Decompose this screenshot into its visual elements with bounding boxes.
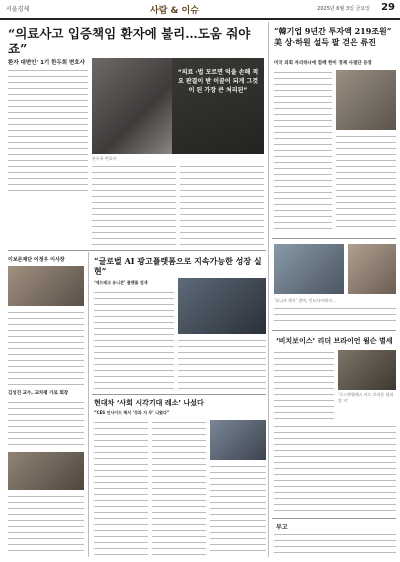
hyundai-photo bbox=[210, 420, 266, 460]
hyundai-body-col2 bbox=[152, 420, 206, 556]
small-body bbox=[8, 310, 84, 386]
inner-divider bbox=[88, 252, 89, 557]
event-photo-right bbox=[348, 244, 396, 294]
hyundai-body-col1 bbox=[94, 420, 148, 556]
main-body-col2 bbox=[92, 164, 176, 248]
small-caption: 김성진 교수, 교차평 가로 회장 bbox=[8, 391, 69, 396]
obituary-body-col1 bbox=[274, 350, 334, 420]
photo-caption: 한두희 변호사 bbox=[92, 156, 117, 161]
obituary-headline: ‘비치보이스’ 리더 브라이언 윌슨 별세 bbox=[276, 337, 393, 345]
bottom-rule bbox=[92, 394, 266, 395]
ai-body-col1 bbox=[94, 290, 174, 390]
obituary-body-col2 bbox=[274, 424, 396, 514]
main-subhead: 환자 대변인' 1기 한두희 변호사 bbox=[8, 60, 85, 66]
issue-date: 2025년 6월 3일 금요일 bbox=[317, 6, 370, 12]
small-headline: 이보른재단 이정우 이사장 bbox=[8, 257, 65, 263]
notice-heading: 부고 bbox=[276, 524, 288, 531]
main-body-col1 bbox=[8, 68, 88, 196]
ai-caption: ‘에드테크 유니콘’ 플랫폼 검색 bbox=[94, 280, 148, 285]
hyundai-subhead: “CES 인사이드 해서 ‘성과 지 무’ 나왔다” bbox=[94, 410, 170, 415]
small-body-2 bbox=[8, 400, 84, 448]
right-subhead: 미국 의회 자리하나에 함께 한미 경제 사절단 등장 bbox=[274, 61, 372, 66]
small-body-3 bbox=[8, 494, 84, 556]
event-caption: ‘포니즈 행사’ 참여, 인도사이에서… bbox=[274, 298, 336, 303]
small-photo bbox=[8, 266, 84, 306]
right-body-col2 bbox=[336, 134, 396, 230]
event-photo-left bbox=[274, 244, 344, 294]
section-title: 사람 & 이슈 bbox=[150, 6, 199, 16]
right-rule-2 bbox=[272, 330, 396, 331]
right-body-col1 bbox=[274, 70, 332, 230]
pull-quote: “의료 ·법 모르면 억울 손해 적요 판결이 받 이끌어 되게 그것이 된 가장 큰 처리된” bbox=[177, 69, 259, 94]
portrait-photo bbox=[92, 58, 172, 154]
section-label: 서울경제 bbox=[6, 6, 30, 13]
hyundai-headline: 현대차 ‘사회 시각기대 레소’ 나섰다 bbox=[94, 399, 204, 407]
column-divider bbox=[268, 22, 269, 557]
event-body bbox=[274, 306, 396, 324]
horizontal-rule bbox=[8, 250, 266, 251]
ai-body-col2 bbox=[178, 338, 266, 390]
ai-headline: “글로벌 AI 광고플랫폼으로 지속가능한 성장 실현” bbox=[94, 256, 262, 276]
main-headline: “의료사고 입증책임 환자에 불리…도움 줘야죠” bbox=[8, 26, 251, 56]
right-rule bbox=[272, 238, 396, 239]
notice-body bbox=[274, 532, 396, 558]
main-body-col3 bbox=[180, 164, 264, 248]
ai-photo bbox=[178, 278, 266, 334]
brian-wilson-photo bbox=[338, 350, 396, 390]
right-headline: “韓기업 9년간 투자액 219조원” 美 상·하원 설득 팔 걷은 류진 bbox=[274, 26, 392, 47]
obituary-caption: ‘로스엔젤레스 어드 브라운 윌리엄 저’ bbox=[338, 392, 394, 403]
ryu-jin-photo bbox=[336, 70, 396, 130]
notice-rule bbox=[272, 518, 396, 519]
small-photo-2 bbox=[8, 452, 84, 490]
page-header bbox=[0, 0, 400, 20]
hyundai-body-col3 bbox=[210, 464, 266, 556]
page-number: 29 bbox=[381, 2, 395, 13]
